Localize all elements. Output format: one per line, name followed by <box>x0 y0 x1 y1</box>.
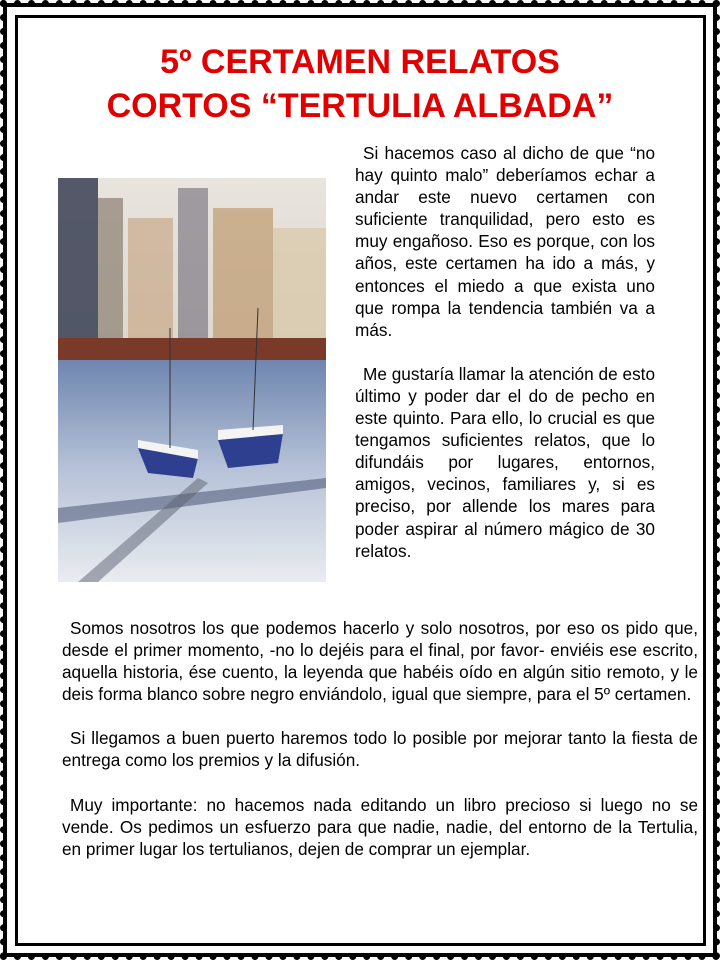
paragraph-2: Me gustaría llamar la atención de esto último y poder dar el do de pecho en este quinto. Para ello, lo crucial es que tengamos suficientes relatos, que lo difundáis por lugares, entornos, amigos, vecinos, familiares y, si es preciso, por allende los mares para poder aspirar al número mágico de 30 relatos. <box>355 363 655 561</box>
page-title <box>20 40 700 128</box>
title-line-1: 5º CERTAMEN RELATOS <box>160 43 560 81</box>
harbor-watercolor-painting <box>58 178 326 582</box>
paragraph-3: Somos nosotros los que podemos hacerlo y solo nosotros, por eso os pido que, desde el primer momento, -no lo dejéis para el final, por favor- enviéis ese escrito, aquella historia, ése cuento, la leyenda que habéis oído en algún sitio remoto, y le deis forma blanco sobre negro enviándolo, igual que siempre, para el 5º certamen. <box>62 618 698 705</box>
paragraph-1: Si hacemos caso al dicho de que “no hay quinto malo” deberíamos echar a andar este nuevo certamen con suficiente tranquilidad, pero esto es muy engañoso. Eso es porque, con los años, este certamen ha ido a más, y entonces el miedo a que exista uno que rompa la tendencia también va a más. <box>355 143 655 340</box>
title-line-2: CORTOS “TERTULIA ALBADA” <box>106 87 614 125</box>
paragraph-4: Si llegamos a buen puerto haremos todo lo posible por mejorar tanto la fiesta de entrega como los premios y la difusión. <box>62 728 698 771</box>
intro-column <box>355 142 655 584</box>
body-text <box>62 617 698 882</box>
paragraph-5: Muy importante: no hacemos nada editando un libro precioso si luego no se vende. Os pedimos un esfuerzo para que nadie, nadie, del entorno de la Tertulia, en primer lugar los tertulianos, dejen de comprar un ejemplar. <box>62 794 698 859</box>
